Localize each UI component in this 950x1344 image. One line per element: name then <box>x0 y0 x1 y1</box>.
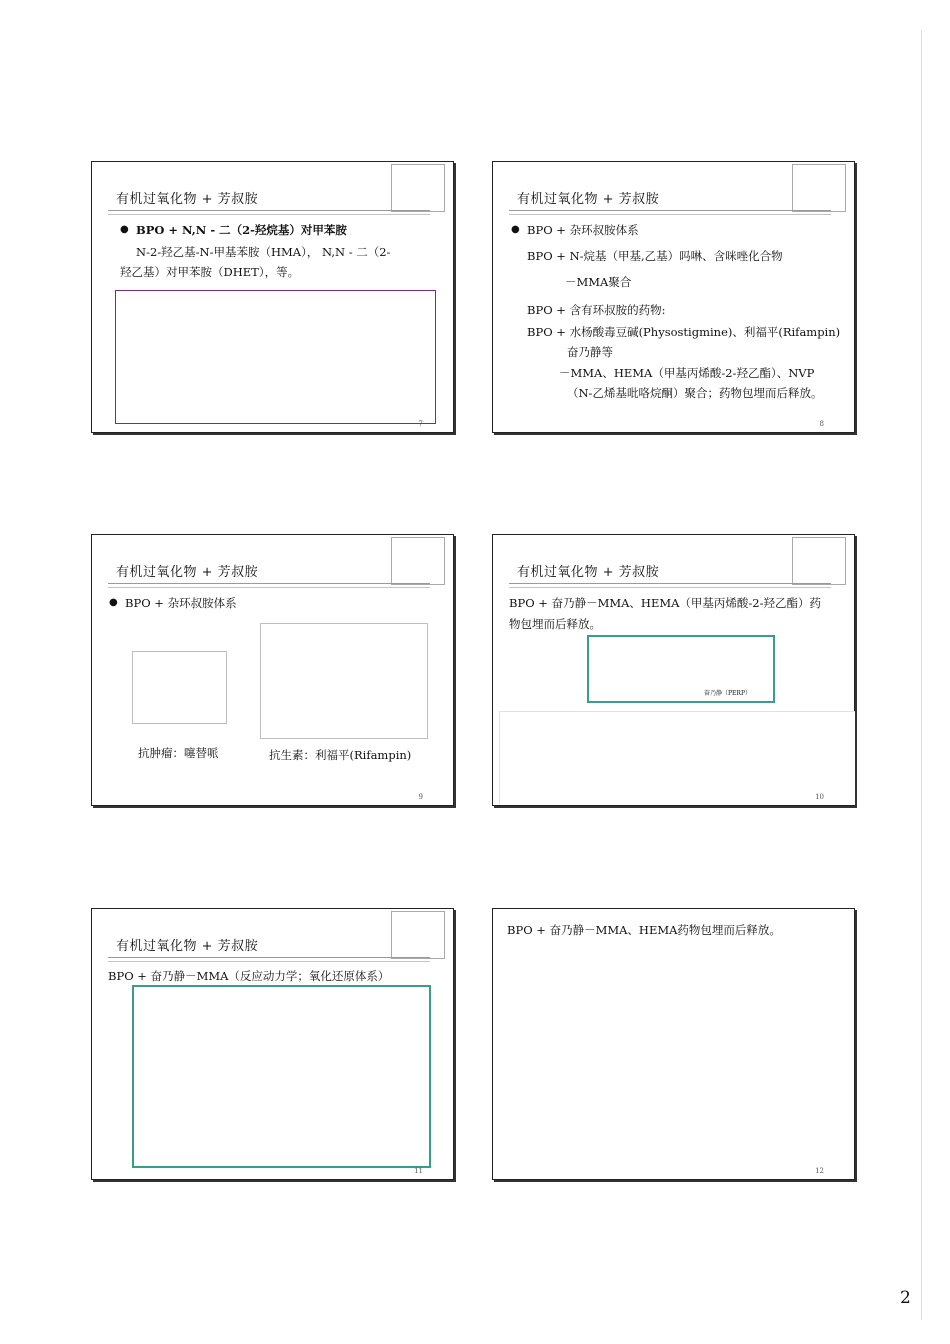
corner-box <box>792 164 846 212</box>
slide-text: ● BPO + 杂环叔胺体系 <box>125 593 237 613</box>
slide-text: 奋乃静等 <box>567 345 613 359</box>
slide-title: 有机过氧化物 + 芳叔胺 <box>116 192 259 207</box>
slide-text: ● BPO + 杂环叔胺体系 <box>527 220 639 240</box>
title-rule <box>108 210 430 211</box>
slide-11 <box>91 908 454 1180</box>
slide-7 <box>91 161 454 433</box>
slide-text: －MMA聚合 <box>565 275 632 289</box>
slide-number: 9 <box>418 793 423 801</box>
slide-10 <box>492 534 855 806</box>
title-rule <box>108 957 430 958</box>
slide-text: N-2-羟乙基-N-甲基苯胺（HMA）， N,N - 二（2- <box>136 245 391 259</box>
slide-title: 有机过氧化物 + 芳叔胺 <box>116 565 259 580</box>
figure-label: 奋乃静（PERP） <box>704 690 751 697</box>
corner-box <box>391 537 445 585</box>
title-rule <box>509 587 831 588</box>
page-edge <box>921 30 922 1320</box>
slide-number: 7 <box>418 420 423 428</box>
title-rule <box>509 214 831 215</box>
slide-title: 有机过氧化物 + 芳叔胺 <box>517 565 660 580</box>
slide-title: 有机过氧化物 + 芳叔胺 <box>116 939 259 954</box>
slide-text: BPO + 含有环叔胺的药物: <box>527 303 666 317</box>
page-number: 2 <box>900 1288 911 1308</box>
figure-caption: 抗生素：利福平(Rifampin) <box>269 748 412 762</box>
slide-number: 12 <box>815 1167 824 1175</box>
title-rule <box>108 214 430 215</box>
corner-box <box>792 537 846 585</box>
structure-figure-frame <box>260 623 428 739</box>
slide-12 <box>492 908 855 1180</box>
corner-box <box>391 164 445 212</box>
structure-figure-frame <box>115 290 436 424</box>
corner-box <box>391 911 445 959</box>
figure-caption: 抗肿瘤：噻替哌 <box>138 746 219 760</box>
slide-text: BPO + 奋乃静－MMA、HEMA药物包埋而后释放。 <box>507 923 781 937</box>
slide-text: BPO + 奋乃静－MMA（反应动力学；氧化还原体系） <box>108 969 390 983</box>
slide-9 <box>91 534 454 806</box>
slide-text: 物包埋而后释放。 <box>509 617 601 631</box>
slide-text: BPO + 水杨酸毒豆碱(Physostigmine)、利福平(Rifampin) <box>527 325 841 339</box>
slide-text: （N-乙烯基吡咯烷酮）聚合；药物包埋而后释放。 <box>567 386 823 400</box>
slide-title: 有机过氧化物 + 芳叔胺 <box>517 192 660 207</box>
title-rule <box>108 961 430 962</box>
structure-figure-frame <box>132 651 227 724</box>
chart-figure-frame <box>499 711 855 805</box>
chart-figure-frame <box>132 985 431 1168</box>
title-rule <box>108 587 430 588</box>
slide-number: 10 <box>815 793 824 801</box>
slide-text: ● BPO + N,N - 二（2-羟烷基）对甲苯胺 <box>136 220 347 240</box>
slide-text: BPO + N-烷基（甲基,乙基）吗啉、含咪唑化合物 <box>527 249 783 263</box>
title-rule <box>509 583 831 584</box>
title-rule <box>509 210 831 211</box>
structure-figure-frame <box>587 635 775 703</box>
title-rule <box>108 583 430 584</box>
slide-8 <box>492 161 855 433</box>
slide-text: －MMA、HEMA（甲基丙烯酸-2-羟乙酯）、NVP <box>559 366 815 380</box>
slide-number: 11 <box>414 1167 423 1175</box>
slide-text: 羟乙基）对甲苯胺（DHET），等。 <box>120 265 300 279</box>
slide-number: 8 <box>819 420 824 428</box>
slide-text: BPO + 奋乃静－MMA、HEMA（甲基丙烯酸-2-羟乙酯）药 <box>509 596 822 610</box>
